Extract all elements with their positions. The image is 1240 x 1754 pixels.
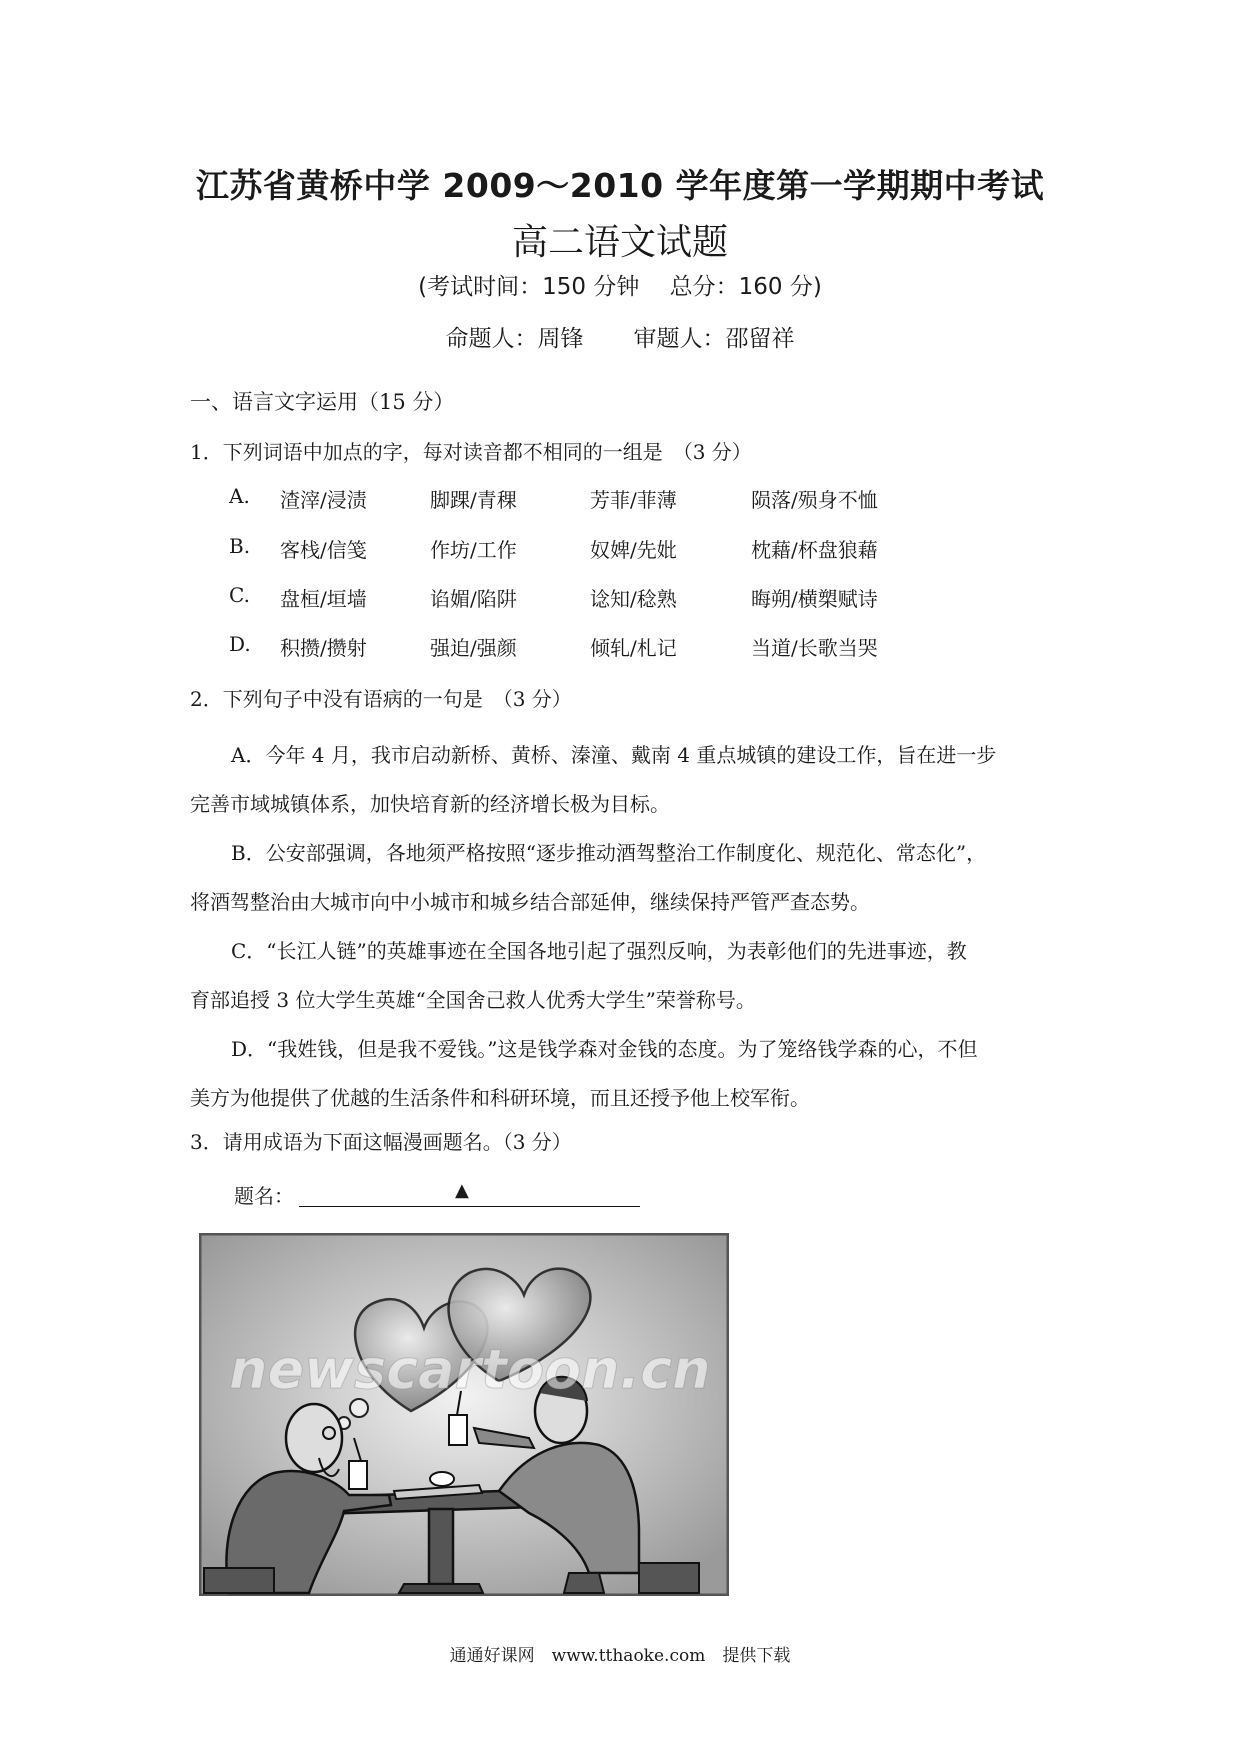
option-item: 芳菲/菲薄	[590, 488, 677, 512]
stool-left	[204, 1568, 274, 1593]
option-item: 谂知/稔熟	[590, 587, 677, 611]
paragraph-a-line2: 完善市域城镇体系，加快培育新的经济增长极为目标。	[190, 792, 670, 816]
option-item: 奴婢/先妣	[590, 538, 677, 562]
exam-title: 江苏省黄桥中学 2009～2010 学年度第一学期期中考试	[195, 166, 1045, 205]
option-item: 积攒/攒射	[280, 636, 367, 660]
paragraph-c-line1: C．“长江人链”的英雄事迹在全国各地引起了强烈反响，为表彰他们的先进事迹，教	[231, 939, 967, 963]
paragraph-b-line2: 将酒驾整治由大城市向中小城市和城乡结合部延伸，继续保持严管严查态势。	[190, 890, 870, 914]
section-heading: 一、语言文字运用（15 分）	[190, 390, 455, 414]
option-item: 客栈/信笺	[280, 538, 367, 562]
option-label: B.	[229, 534, 251, 558]
option-item: 渣滓/浸渍	[280, 488, 367, 512]
thought-bubble	[350, 1399, 368, 1417]
option-item: 脚踝/青稞	[430, 488, 517, 512]
table-base	[399, 1584, 483, 1593]
question-2-prompt: 2．下列句子中没有语病的一句是 （3 分）	[190, 687, 572, 711]
stool-right	[639, 1563, 699, 1593]
exam-subtitle: 高二语文试题	[511, 222, 728, 263]
question-1-prompt: 1．下列词语中加点的字，每对读音都不相同的一组是 （3 分）	[190, 440, 752, 464]
paragraph-d-line2: 美方为他提供了优越的生活条件和科研环境，而且还授予他上校军衔。	[190, 1086, 810, 1110]
bun	[430, 1472, 454, 1486]
cartoon-drawing	[199, 1233, 729, 1596]
paragraph-c-line2: 育部追授 3 位大学生英雄“全国舍己救人优秀大学生”荣誉称号。	[190, 988, 756, 1012]
table-leg	[429, 1509, 453, 1584]
option-item: 谄媚/陷阱	[430, 587, 517, 611]
option-item: 倾轧/札记	[590, 636, 677, 660]
option-item: 当道/长歌当哭	[751, 636, 878, 660]
footer-text: 通通好课网 www.tthaoke.com 提供下载	[449, 1646, 791, 1666]
option-item: 枕藉/杯盘狼藉	[751, 538, 878, 562]
cup-right	[449, 1415, 467, 1445]
cartoon-image	[199, 1233, 729, 1596]
exam-setters	[0, 320, 1240, 353]
option-label: C.	[229, 583, 250, 607]
cup-left	[349, 1461, 367, 1489]
setter: 命题人：周锋	[445, 326, 584, 352]
paragraph-d-line1: D．“我姓钱，但是我不爱钱。”这是钱学森对金钱的态度。为了笼络钱学森的心，不但	[231, 1037, 978, 1061]
exam-info: (考试时间：150 分钟 总分：160 分)	[418, 274, 822, 300]
question-3-prompt: 3．请用成语为下面这幅漫画题名。（3 分）	[190, 1130, 572, 1154]
option-item: 陨落/殒身不恤	[751, 488, 878, 512]
paragraph-a-line1: A．今年 4 月，我市启动新桥、黄桥、溱潼、戴南 4 重点城镇的建设工作，旨在进一步	[231, 743, 997, 767]
option-item: 强迫/强颜	[430, 636, 517, 660]
title-blank-label: 题名：	[234, 1184, 294, 1208]
option-label: D.	[229, 632, 251, 656]
answer-blank-line[interactable]	[299, 1206, 640, 1207]
option-item: 盘桓/垣墙	[280, 587, 367, 611]
option-label: A.	[229, 484, 250, 508]
reviewer: 审题人：邵留祥	[633, 326, 795, 352]
watermark: newscartoon.cn	[229, 1338, 711, 1401]
answer-marker: ▲	[455, 1180, 469, 1201]
option-item: 晦朔/横槊赋诗	[751, 587, 878, 611]
paragraph-b-line1: B．公安部强调，各地须严格按照“逐步推动酒驾整治工作制度化、规范化、常态化”，	[231, 841, 987, 865]
option-item: 作坊/工作	[430, 538, 517, 562]
